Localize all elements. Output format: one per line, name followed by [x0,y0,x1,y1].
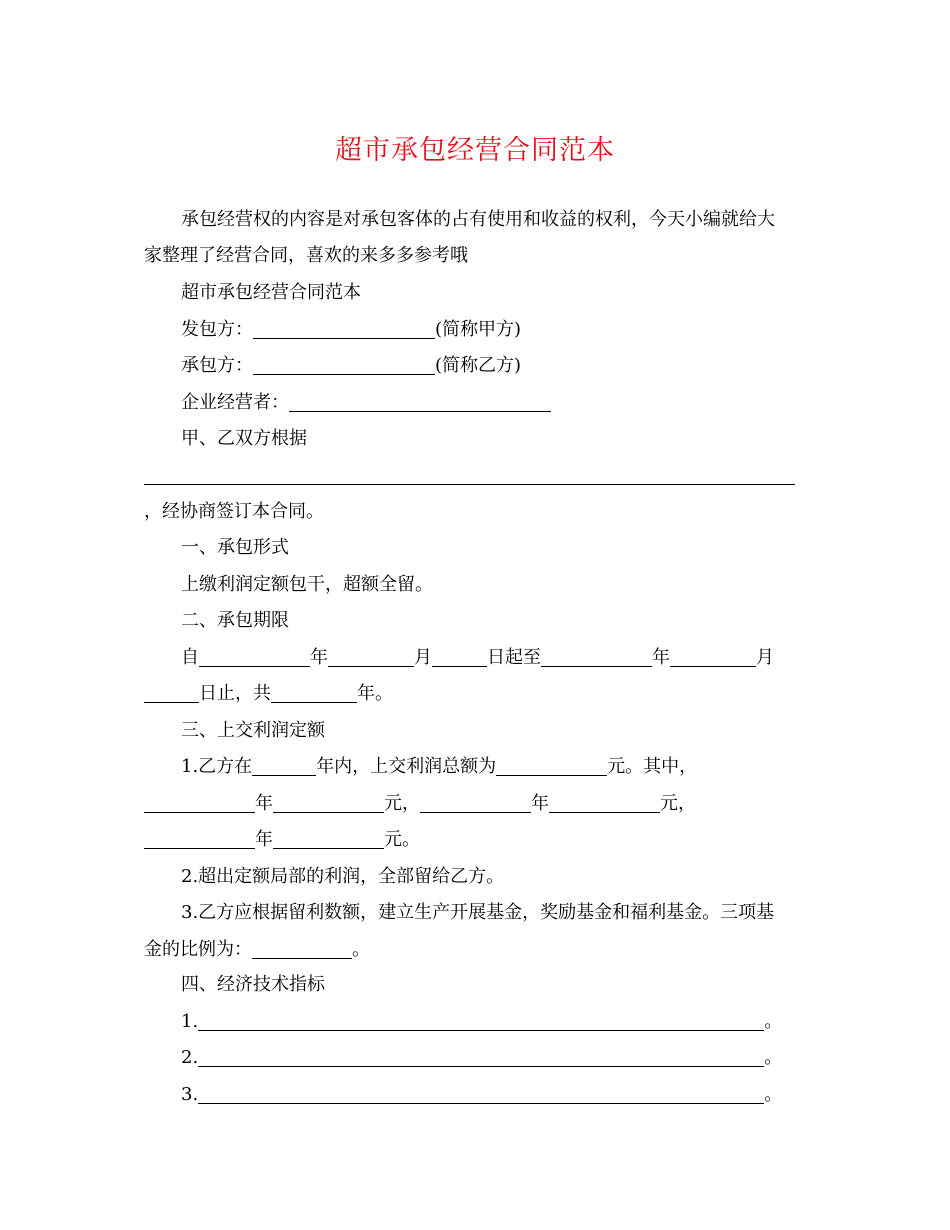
start-day-blank[interactable] [432,648,487,667]
profit-breakdown-row-1 [144,792,796,816]
breakdown-yuan-3: 元。 [384,829,420,850]
document-title: 超市承包经营合同范本 [335,135,615,166]
indicator-row-1 [144,1010,833,1034]
ratio-label: 金的比例为： [144,939,252,960]
profit-item-1-c: 元。其中， [607,756,698,777]
profit-total-blank[interactable] [496,757,607,776]
term-month-1: 月 [414,647,432,668]
section-4-heading: 四、经济技术指标 [181,974,325,995]
end-year-blank[interactable] [541,648,652,667]
indicator-number-3: 3. [181,1084,199,1105]
term-month-2: 月 [756,647,774,668]
start-year-blank[interactable] [199,648,310,667]
indicator-end-3: 。 [764,1084,783,1105]
profit-item-1-b: 年内，上交利润总额为 [316,756,497,777]
party-b-blank[interactable] [253,356,435,375]
party-a-blank[interactable] [253,320,435,339]
profit-item-3-line-1: 3.乙方应根据留利数额，建立生产开展基金，奖励基金和福利基金。三项基 [181,902,775,923]
profit-item-1-row [144,755,833,779]
start-month-blank[interactable] [328,648,414,667]
section-2-heading: 二、承包期限 [181,610,289,631]
breakdown-year-3: 年 [255,829,273,850]
term-year-2: 年 [652,647,670,668]
breakdown-amount-blank-3[interactable] [273,830,384,849]
party-b-row [144,354,833,378]
section-1-text: 上缴利润定额包干，超额全留。 [181,574,433,595]
profit-years-blank[interactable] [252,757,316,776]
term-year-1: 年 [310,647,328,668]
party-b-note: (简称乙方) [435,355,522,376]
indicator-end-2: 。 [764,1047,783,1068]
ratio-blank[interactable] [252,940,352,959]
total-years-blank[interactable] [271,684,357,703]
intro-line-1: 承包经营权的内容是对承包客体的占有使用和收益的权利，今天小编就给大 [181,209,775,230]
operator-blank[interactable] [289,393,551,412]
party-a-note: (简称甲方) [435,319,522,340]
profit-item-2: 2.超出定额局部的利润，全部留给乙方。 [181,866,505,887]
breakdown-yuan-2: 元， [660,793,696,814]
operator-label: 企业经营者： [181,392,289,413]
term-years-end: 年。 [357,683,393,704]
breakdown-year-blank-1[interactable] [144,794,255,813]
term-from: 自 [181,647,199,668]
ratio-end: 。 [352,939,370,960]
term-row-2 [144,682,796,706]
breakdown-year-1: 年 [255,793,273,814]
indicator-blank-2[interactable] [198,1048,764,1067]
indicator-blank-3[interactable] [198,1085,764,1104]
party-a-label: 发包方： [181,319,253,340]
breakdown-year-blank-2[interactable] [420,794,531,813]
section-3-heading: 三、上交利润定额 [181,720,325,741]
basis-tail: ，经协商签订本合同。 [144,501,324,522]
breakdown-amount-blank-2[interactable] [549,794,660,813]
intro-line-2: 家整理了经营合同，喜欢的来多多参考哦 [144,245,468,266]
basis-lead: 甲、乙双方根据 [181,428,307,449]
breakdown-year-2: 年 [531,793,549,814]
indicator-row-3 [144,1083,833,1107]
section-1-heading: 一、承包形式 [181,537,289,558]
breakdown-year-blank-3[interactable] [144,830,255,849]
profit-breakdown-row-2 [144,828,796,852]
basis-blank-line[interactable] [144,484,795,485]
end-month-blank[interactable] [670,648,756,667]
indicator-blank-1[interactable] [198,1012,764,1031]
end-day-blank[interactable] [144,684,199,703]
breakdown-yuan-1: 元， [384,793,420,814]
indicator-end-1: 。 [764,1011,783,1032]
breakdown-amount-blank-1[interactable] [273,794,384,813]
term-day-from: 日起至 [487,647,541,668]
operator-row [144,391,833,415]
party-b-label: 承包方： [181,355,253,376]
party-a-row [144,318,833,342]
term-day-end: 日止，共 [199,683,271,704]
term-row-1 [144,646,833,670]
indicator-number-1: 1. [181,1011,199,1032]
profit-item-3-line-2 [144,938,796,962]
contract-subtitle: 超市承包经营合同范本 [181,282,361,303]
indicator-row-2 [144,1046,833,1070]
indicator-number-2: 2. [181,1047,199,1068]
profit-item-1-a: 1.乙方在 [181,756,253,777]
